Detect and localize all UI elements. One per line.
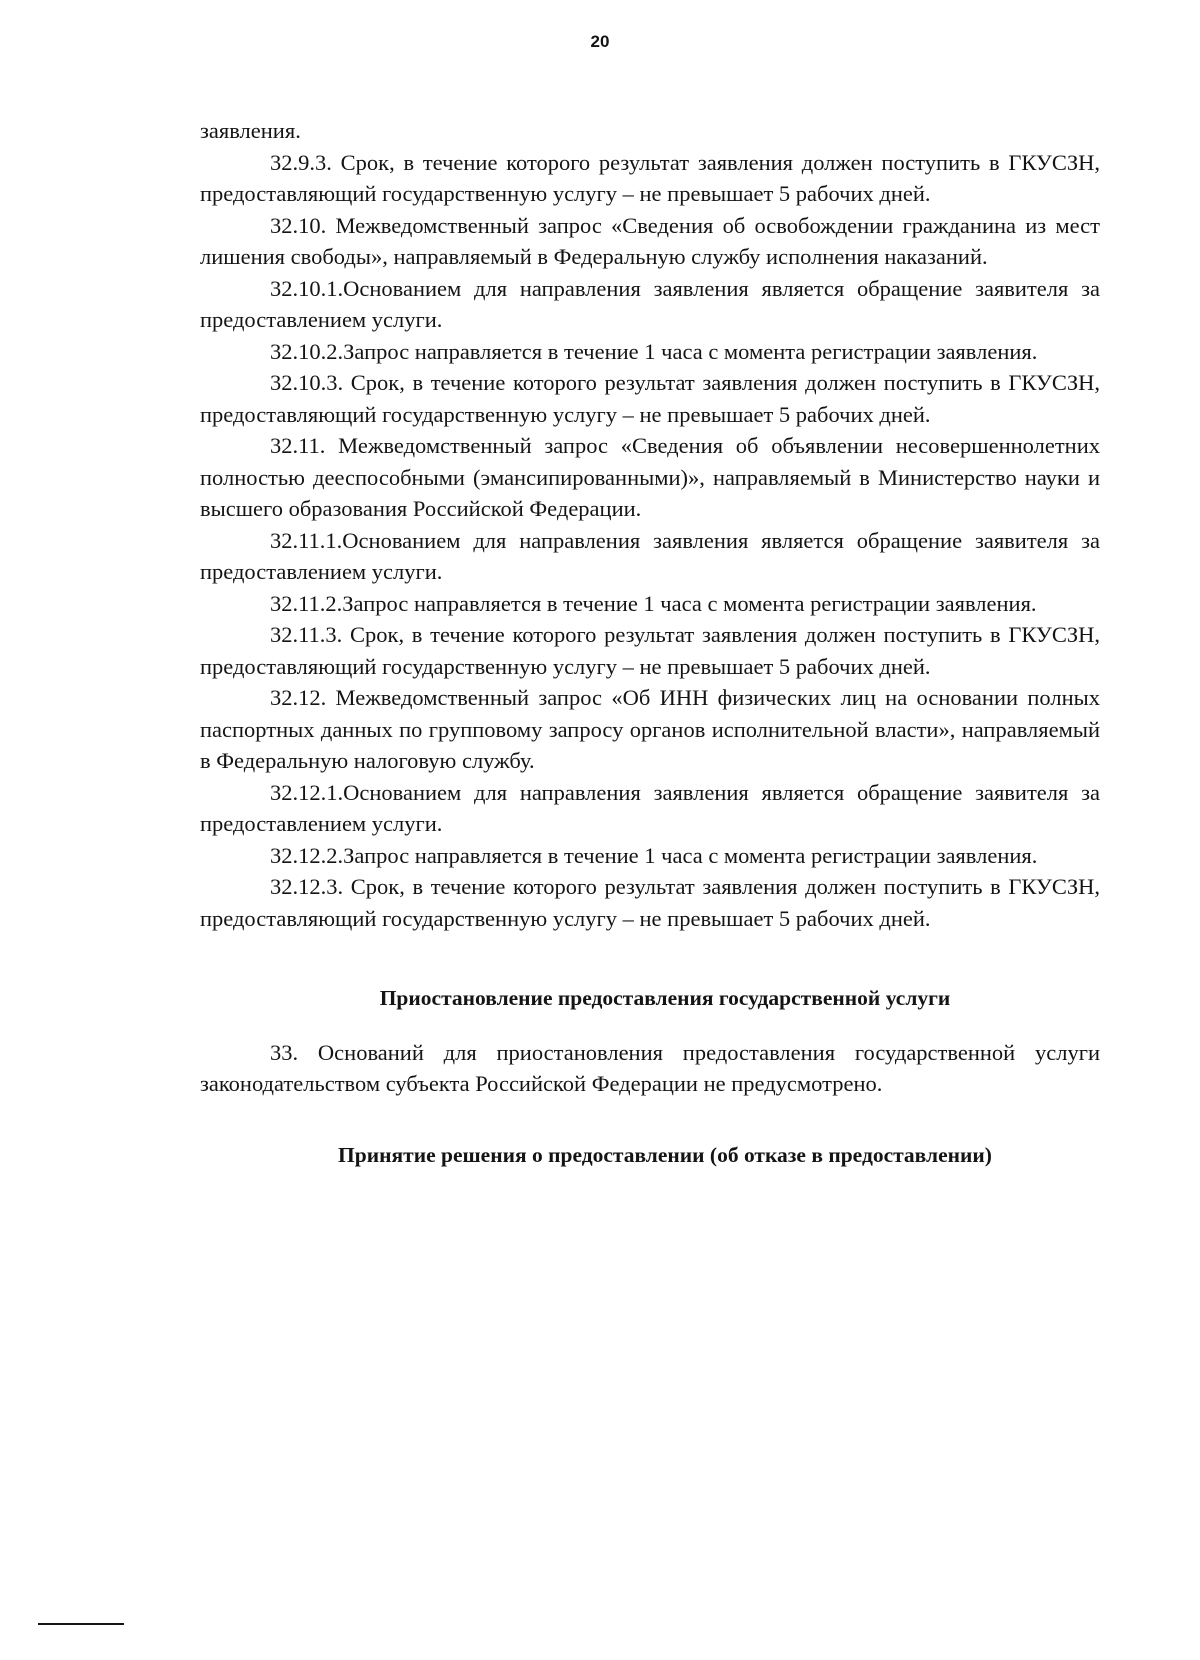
document-body (200, 115, 1100, 1171)
footnote-separator (38, 1623, 124, 1625)
paragraph-list (200, 115, 1100, 934)
paragraph-33: 33. Оснований для приостановления предоставления государственной услуги законодательством субъекта Российской Федерации не предусмотрено. (200, 1039, 1100, 1096)
paragraph: 32.10. Межведомственный запрос «Сведения об освобождении гражданина из мест лишения свободы», направляемый в Федеральную службу исполнения наказаний. (200, 212, 1100, 269)
paragraph: 32.12.3. Срок, в течение которого результат заявления должен поступить в ГКУСЗН, предоставляющий государственную услугу – не превышает 5 рабочих дней. (200, 874, 1100, 931)
paragraph: 32.10.3. Срок, в течение которого результат заявления должен поступить в ГКУСЗН, предоставляющий государственную услугу – не превышает 5 рабочих дней. (200, 370, 1100, 427)
paragraph: 32.9.3. Срок, в течение которого результат заявления должен поступить в ГКУСЗН, предоставляющий государственную услугу – не превышает 5 рабочих дней. (200, 149, 1100, 206)
paragraph: 32.11.2.Запрос направляется в течение 1 часа с момента регистрации заявления. (270, 590, 1037, 616)
paragraph: 32.10.1.Основанием для направления заявления является обращение заявителя за предоставлением услуги. (200, 275, 1100, 332)
paragraph: 32.11.3. Срок, в течение которого результат заявления должен поступить в ГКУСЗН, предоставляющий государственную услугу – не превышает 5 рабочих дней. (200, 622, 1100, 679)
paragraph: 32.12. Межведомственный запрос «Об ИНН физических лиц на основании полных паспортных данных по групповому запросу органов исполнительной власти», направляемый в Федеральную налоговую службу. (200, 685, 1100, 773)
paragraph: заявления. (200, 118, 301, 143)
paragraph: 32.11.1.Основанием для направления заявления является обращение заявителя за предоставлением услуги. (200, 527, 1100, 584)
paragraph: 32.12.1.Основанием для направления заявления является обращение заявителя за предоставлением услуги. (200, 779, 1100, 836)
page-number: 20 (590, 32, 610, 51)
section-heading-decision: Принятие решения о предоставлении (об отказе в предоставлении) (338, 1142, 992, 1167)
paragraph: 32.10.2.Запрос направляется в течение 1 часа с момента регистрации заявления. (270, 338, 1038, 364)
section-heading-suspension: Приостановление предоставления государственной услуги (379, 986, 951, 1010)
paragraph: 32.12.2.Запрос направляется в течение 1 часа с момента регистрации заявления. (270, 842, 1038, 868)
paragraph: 32.11. Межведомственный запрос «Сведения об объявлении несовершеннолетних полностью дееспособными (эмансипированными)», направляемый в Министерство науки и высшего образования Российской Федерации. (200, 433, 1100, 521)
